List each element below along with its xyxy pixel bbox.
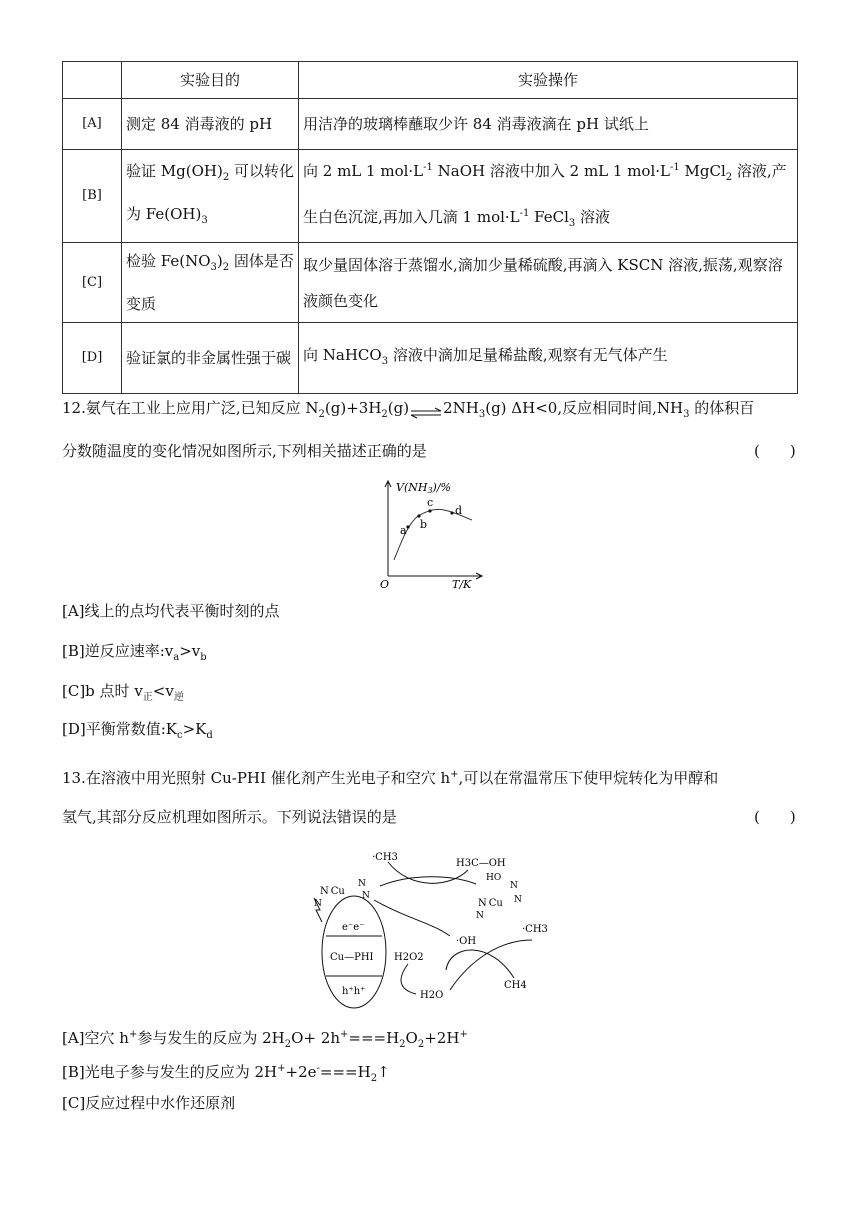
table-header-row	[63, 62, 798, 99]
header-cell	[63, 62, 122, 99]
table-row	[63, 243, 798, 323]
point-c	[428, 509, 431, 512]
water-label: H2O	[420, 990, 444, 1001]
question-12-line-1: 12.氨气在工业上应用广泛,已知反应 $N_2(g)+3H_2(g)$ $2NH_3(g)$ ΔH<0,反应相同时间$,NH_3$ 的体积百	[62, 399, 755, 420]
option-a: [A]线上的点均代表平衡时刻的点	[62, 602, 280, 620]
operation-cell: 用洁净的玻璃棒蘸取少许 84 消毒液滴在 pH 试纸上	[299, 99, 798, 150]
aim-cell: 验证氯的非金属性强于碳	[122, 323, 299, 394]
option-label: [B]	[63, 150, 122, 243]
table-row	[63, 99, 798, 150]
option-b: [B]光电子参与发生的反应为 $2H^++2e^-===H_2↑$	[62, 1063, 390, 1084]
option-label: [C]	[63, 243, 122, 323]
option-label: [D]	[63, 323, 122, 394]
x-axis-label: T/K	[452, 578, 472, 590]
hole-label: h⁺h⁺	[342, 986, 366, 997]
arrow-icon	[374, 900, 450, 936]
table-row	[63, 150, 798, 243]
option-c: [C]b 点时 $v_正<v_逆$	[62, 682, 184, 703]
n-label: N	[510, 881, 518, 891]
aim-cell: 验证 $Mg(OH)_2$ 可以转化为 $Fe(OH)_3$	[122, 150, 299, 243]
answer-blank: ( )	[754, 808, 796, 826]
option-label: [A]	[63, 99, 122, 150]
y-axis-label: V(NH3)/%	[396, 481, 451, 495]
hydrogen-peroxide-label: H2O2	[394, 952, 424, 963]
methyl-radical-label: ·CH3	[522, 924, 548, 935]
operation-cell: 向 2 mL 1 $mol\cdot L^{-1}$ NaOH 溶液中加入 2 mL 1 $mol\cdot L^{-1}$ MgCl$_2$ 溶液,产生白色沉淀,再加入几滴 1 $mol\cdot L^{-1}$ FeCl$_3$ 溶液	[299, 150, 798, 243]
ho-label: HO	[486, 873, 502, 883]
table-row	[63, 323, 798, 394]
catalyst-label: Cu—PHI	[330, 952, 374, 963]
equilibrium-arrow-icon	[409, 403, 443, 415]
point-label: d	[455, 504, 463, 517]
methanol-label: H3C—OH	[456, 858, 506, 869]
n-label: N	[514, 895, 522, 905]
question-13-line-2: 氢气,其部分反应机理如图所示。下列说法错误的是	[62, 808, 397, 826]
option-c: [C]反应过程中水作还原剂	[62, 1094, 236, 1112]
cu-complex-right: N Cu	[478, 898, 503, 909]
point-label: b	[420, 518, 428, 531]
question-12-line-2: 分数随温度的变化情况如图所示,下列相关描述正确的是	[62, 442, 427, 460]
point-a	[406, 525, 409, 528]
n-label: N	[362, 891, 370, 901]
arrow-icon	[380, 877, 476, 886]
option-a: [A]空穴 h+参与发生的反应为 $2H_2O+ 2h^+===H_2O_2+2H^+$	[62, 1029, 468, 1050]
point-d	[450, 511, 453, 514]
cu-complex-left: N Cu	[320, 886, 345, 897]
reaction-mechanism-diagram	[300, 840, 560, 1012]
experiment-table	[62, 61, 798, 394]
methane-label: CH4	[504, 980, 527, 991]
answer-blank: ( )	[754, 442, 796, 460]
n-label: N	[476, 911, 484, 921]
operation-cell: 取少量固体溶于蒸馏水,滴加少量稀硫酸,再滴入 KSCN 溶液,振荡,观察溶液颜色变化	[299, 243, 798, 323]
methyl-radical-label: ·CH3	[372, 852, 398, 863]
point-label: a	[400, 524, 407, 537]
operation-cell: 向 NaHCO$_3$ 溶液中滴加足量稀盐酸,观察有无气体产生	[299, 323, 798, 394]
aim-cell: 检验 $Fe(NO_3)_2$ 固体是否变质	[122, 243, 299, 323]
header-cell: 实验目的	[122, 62, 299, 99]
electron-label: e⁻e⁻	[342, 922, 365, 933]
origin-label: O	[380, 578, 390, 590]
n-label: N	[314, 899, 322, 909]
point-label: c	[427, 496, 434, 509]
option-d: [D]平衡常数值$:K_c>K_d$	[62, 720, 213, 741]
hydroxyl-radical-label: ·OH	[456, 936, 477, 947]
nh3-temperature-graph	[378, 478, 488, 590]
n-label: N	[358, 879, 366, 889]
arrow-icon	[446, 950, 514, 978]
aim-cell: 测定 84 消毒液的 pH	[122, 99, 299, 150]
header-cell: 实验操作	[299, 62, 798, 99]
arrow-icon	[401, 964, 416, 994]
question-13-line-1: 13.在溶液中用光照射 Cu-PHI 催化剂产生光电子和空穴 h+,可以在常温常压下使甲烷转化为甲醇和	[62, 769, 719, 787]
option-b: [B]逆反应速率$:v_a>v_b$	[62, 642, 207, 663]
